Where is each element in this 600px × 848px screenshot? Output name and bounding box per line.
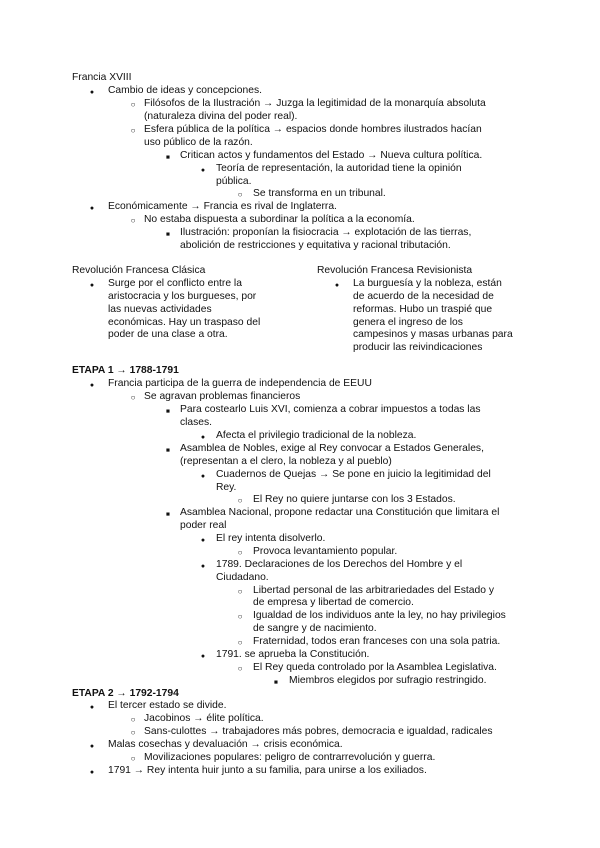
bullet-circle: [128, 713, 138, 726]
list-item: Fraternidad, todos eran franceses con una sola patria.: [253, 636, 501, 647]
bullet-circle: [128, 752, 138, 765]
bullet-disc: [87, 378, 97, 392]
bullet-circle: [235, 610, 245, 623]
bullet-square: [271, 675, 281, 689]
bullet-disc: [198, 430, 208, 444]
list-item: Movilizaciones populares: peligro de contrarrevolución y guerra.: [144, 752, 436, 763]
bullet-disc: [87, 765, 97, 779]
list-item: 1791. se aprueba la Constitución.: [216, 649, 370, 660]
bullet-disc: [198, 559, 208, 573]
list-item: 1791 → Rey intenta huir junto a su familia, para unirse a los exiliados.: [108, 765, 427, 776]
bullet-disc: [198, 469, 208, 483]
right-column-line: reformas. Hubo un traspié que: [353, 304, 493, 315]
bullet-circle: [235, 662, 245, 675]
list-item-continuation: (naturaleza divina del poder real).: [144, 111, 298, 122]
list-item: Miembros elegidos por sufragio restringido.: [289, 675, 487, 686]
bullet-disc: [87, 700, 97, 714]
left-column-line: económicas. Hay un traspaso del: [108, 317, 261, 328]
bullet-circle: [128, 98, 138, 111]
list-item: No estaba dispuesta a subordinar la política a la economía.: [144, 214, 415, 225]
bullet-circle: [128, 124, 138, 137]
right-column-line: campesinos y masas urbanas para: [353, 329, 513, 340]
list-item: Malas cosechas y devaluación → crisis económica.: [108, 739, 343, 750]
list-item: Ilustración: proponían la fisiocracia → explotación de las tierras,: [180, 227, 472, 238]
list-item: Libertad personal de las arbitrariedades del Estado y: [253, 585, 494, 596]
list-item: Económicamente → Francia es rival de Inglaterra.: [108, 201, 337, 212]
etapa-1-title: ETAPA 1 → 1788-1791: [72, 365, 179, 376]
list-item-continuation: Ciudadano.: [216, 572, 269, 583]
left-column-line: aristocracia y los burgueses, por: [108, 291, 257, 302]
left-column-line: las nuevas actividades: [108, 304, 212, 315]
list-item: Provoca levantamiento popular.: [253, 546, 398, 557]
list-item: El rey intenta disolverlo.: [216, 533, 326, 544]
document-heading: Francia XVIII: [72, 72, 132, 83]
left-column-title: Revolución Francesa Clásica: [72, 265, 206, 276]
bullet-square: [163, 507, 173, 521]
bullet-circle: [235, 188, 245, 201]
bullet-square: [163, 150, 173, 164]
right-column-line: La burguesía y la nobleza, están: [353, 278, 502, 289]
list-item: Cuadernos de Quejas → Se pone en juicio la legitimidad del: [216, 469, 491, 480]
list-item-continuation: abolición de restricciones y equitativa y racional tributación.: [180, 240, 451, 251]
list-item: Sans-culottes → trabajadores más pobres, democracia e igualdad, radicales: [144, 726, 493, 737]
left-column-line: Surge por el conflicto entre la: [108, 278, 242, 289]
bullet-circle: [128, 726, 138, 739]
list-item: Asamblea Nacional, propone redactar una Constitución que limitara el: [180, 507, 500, 518]
right-column-line: de acuerdo de la necesidad de: [353, 291, 494, 302]
list-item-continuation: de empresa y libertad de comercio.: [253, 597, 414, 608]
list-item: Filósofos de la Ilustración → Juzga la legitimidad de la monarquía absoluta: [144, 98, 486, 109]
bullet-disc: [198, 163, 208, 177]
list-item: Asamblea de Nobles, exige al Rey convocar a Estados Generales,: [180, 443, 484, 454]
bullet-circle: [235, 585, 245, 598]
list-item: Esfera pública de la política → espacios donde hombres ilustrados hacían: [144, 124, 482, 135]
list-item: Para costearlo Luis XVI, comienza a cobrar impuestos a todas las: [180, 404, 481, 415]
bullet-circle: [128, 391, 138, 404]
list-item-continuation: de sangre y de nacimiento.: [253, 623, 377, 634]
list-item-continuation: (representan a el clero, la nobleza y al pueblo): [180, 456, 392, 467]
bullet-disc: [87, 739, 97, 753]
bullet-square: [163, 404, 173, 418]
list-item-continuation: uso público de la razón.: [144, 137, 253, 148]
etapa-2-title: ETAPA 2 → 1792-1794: [72, 688, 179, 699]
list-item: El Rey no quiere juntarse con los 3 Estados.: [253, 494, 456, 505]
list-item: Teoría de representación, la autoridad tiene la opinión: [216, 163, 462, 174]
bullet-circle: [235, 494, 245, 507]
left-column-line: poder de una clase a otra.: [108, 329, 228, 340]
list-item-continuation: Rey.: [216, 482, 237, 493]
bullet-circle: [235, 636, 245, 649]
bullet-disc: [87, 201, 97, 215]
list-item: Jacobinos → élite política.: [144, 713, 264, 724]
list-item-continuation: pública.: [216, 176, 252, 187]
list-item: Critican actos y fundamentos del Estado → Nueva cultura política.: [180, 150, 483, 161]
list-item: Se transforma en un tribunal.: [253, 188, 386, 199]
bullet-square: [163, 443, 173, 457]
bullet-disc: [198, 533, 208, 547]
right-column-line: genera el ingreso de los: [353, 317, 463, 328]
bullet-square: [163, 227, 173, 241]
list-item: Igualdad de los individuos ante la ley, no hay privilegios: [253, 610, 506, 621]
right-column-title: Revolución Francesa Revisionista: [317, 265, 473, 276]
list-item: El tercer estado se divide.: [108, 700, 227, 711]
list-item: Francia participa de la guerra de independencia de EEUU: [108, 378, 372, 389]
list-item: Cambio de ideas y concepciones.: [108, 85, 262, 96]
bullet-disc: [87, 278, 97, 292]
bullet-circle: [128, 214, 138, 227]
list-item: 1789. Declaraciones de los Derechos del Hombre y el: [216, 559, 463, 570]
bullet-disc: [332, 278, 342, 292]
list-item: Afecta el privilegio tradicional de la nobleza.: [216, 430, 417, 441]
right-column-line: producir las reivindicaciones: [353, 342, 483, 353]
list-item: El Rey queda controlado por la Asamblea Legislativa.: [253, 662, 497, 673]
bullet-disc: [198, 649, 208, 663]
list-item: Se agravan problemas financieros: [144, 391, 301, 402]
list-item-continuation: poder real: [180, 520, 227, 531]
list-item-continuation: clases.: [180, 417, 213, 428]
bullet-circle: [235, 546, 245, 559]
bullet-disc: [87, 85, 97, 99]
